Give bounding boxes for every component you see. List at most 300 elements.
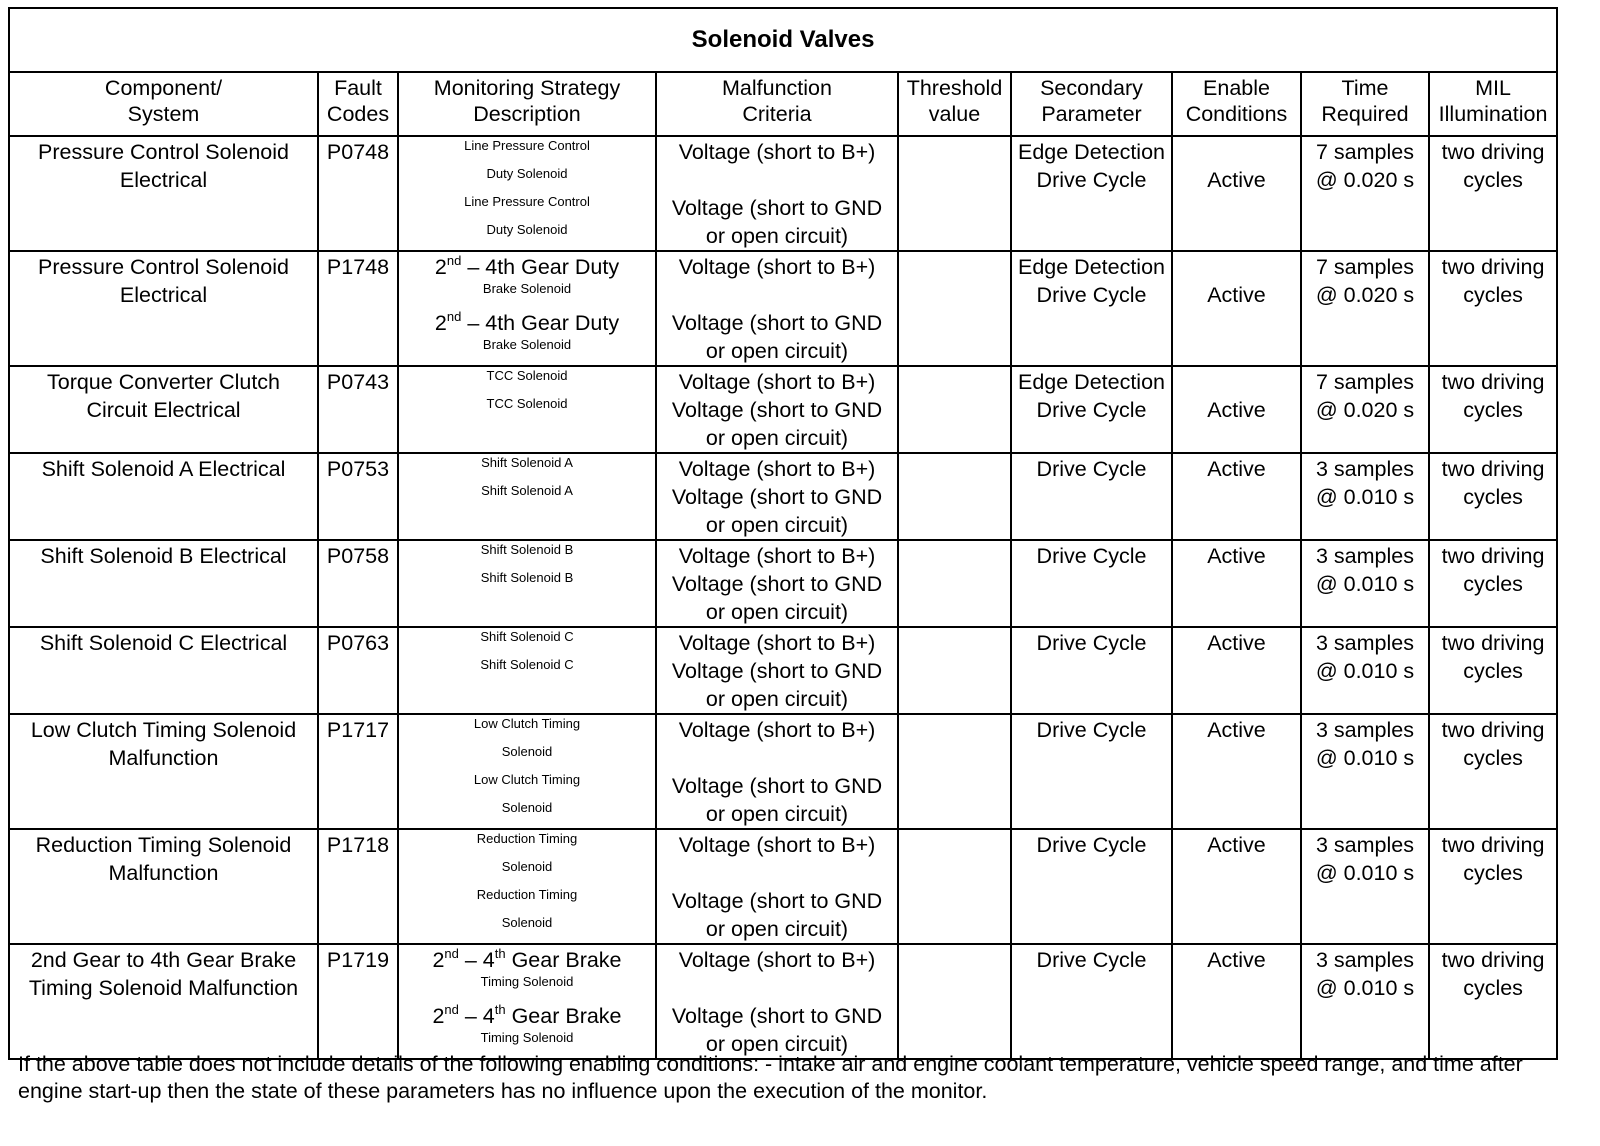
cell-line: P1717 [326,718,390,742]
column-header-line: Criteria [742,102,812,126]
cell-line: @ 0.010 s [1315,659,1415,683]
component-cell [9,714,318,829]
ordinal-suffix: Solenoid [501,859,553,874]
criteria-cell [656,829,898,944]
cell-line: Shift Solenoid B Electrical [40,544,287,568]
ordinal-suffix: Low Clutch Timing [473,772,581,787]
cell-line: Voltage (short to GND [671,196,883,220]
mil-illumination-cell [1429,453,1557,540]
ordinal-suffix: Brake Solenoid [482,281,572,296]
cell-line: two driving [1441,718,1545,742]
cell-line: 3 samples [1316,544,1414,568]
cell-line: 7 samples [1316,140,1414,164]
cell-line: cycles [1463,168,1523,192]
cell-line: @ 0.010 s [1315,861,1415,885]
component-cell [9,627,318,714]
description-cell [398,251,656,366]
table-row [9,714,1557,829]
cell-line: Drive Cycle [1036,457,1147,481]
column-header-row [9,72,1557,136]
column-header-malfunction-criteria [656,72,898,136]
line-gap [657,166,897,194]
description-line [399,657,655,685]
cell-line: two driving [1441,833,1545,857]
column-header-line: Parameter [1041,102,1142,126]
ordinal-suffix: Reduction Timing [476,831,578,846]
cell-line: Voltage (short to GND [671,889,883,913]
fault-code-cell [318,366,398,453]
column-header-line: Time [1341,76,1389,100]
cell-line: cycles [1463,572,1523,596]
cell-line: Edge Detection [1017,255,1165,279]
cell-line: Voltage (short to GND [671,774,883,798]
cell-line: Reduction Timing Solenoid [35,833,292,857]
table-row [9,453,1557,540]
cell-line: Voltage (short to GND [671,659,883,683]
cell-line: Shift Solenoid C Electrical [39,631,288,655]
criteria-cell [656,366,898,453]
description-line [399,166,655,194]
table-row [9,366,1557,453]
table-row [9,944,1557,1059]
criteria-cell [656,251,898,366]
cell-line: cycles [1463,659,1523,683]
description-text: 2 [434,255,447,279]
cell-line: @ 0.010 s [1315,746,1415,770]
column-header-line: MIL [1475,76,1511,100]
secondary-parameter-cell [1011,829,1172,944]
description-text: – 4 [458,1004,495,1028]
ordinal-suffix: Solenoid [501,744,553,759]
threshold-cell [898,251,1011,366]
ordinal-suffix: Low Clutch Timing [473,716,581,731]
ordinal-suffix: Shift Solenoid C [480,657,574,672]
description-cell [398,136,656,251]
line-gap [1173,253,1300,281]
cell-line: Active [1207,544,1266,568]
line-gap [657,974,897,1002]
cell-line: Drive Cycle [1036,168,1147,192]
cell-line: @ 0.020 s [1315,398,1415,422]
table-row [9,627,1557,714]
description-cell [398,627,656,714]
threshold-cell [898,136,1011,251]
cell-line: Active [1207,631,1266,655]
cell-line: @ 0.020 s [1315,283,1415,307]
criteria-cell [656,944,898,1059]
line-gap [657,859,897,887]
cell-line: Malfunction [108,861,219,885]
mil-illumination-cell [1429,540,1557,627]
line-gap [1173,138,1300,166]
fault-code-cell [318,540,398,627]
table-row [9,251,1557,366]
cell-line: Voltage (short to B+) [678,718,876,742]
mil-illumination-cell [1429,251,1557,366]
column-header-line: Malfunction [722,76,832,100]
ordinal-suffix: th [494,1002,506,1017]
mil-illumination-cell [1429,714,1557,829]
ordinal-suffix: Solenoid [501,800,553,815]
ordinal-suffix: Line Pressure Control [464,138,590,153]
time-required-cell [1301,627,1429,714]
mil-illumination-cell [1429,136,1557,251]
cell-line: or open circuit) [705,513,849,537]
enable-conditions-cell [1172,540,1301,627]
description-line [399,253,655,281]
column-header-secondary-parameter [1011,72,1172,136]
line-gap [1173,368,1300,396]
description-cell [398,540,656,627]
cell-line: Low Clutch Timing Solenoid [30,718,297,742]
ordinal-suffix: TCC Solenoid [486,368,568,383]
cell-line: Drive Cycle [1036,398,1147,422]
cell-line: cycles [1463,861,1523,885]
description-text: 2 [432,1004,445,1028]
line-gap [657,744,897,772]
cell-line: Voltage (short to B+) [678,140,876,164]
column-header-line: Conditions [1185,102,1288,126]
description-line [399,337,655,365]
description-cell [398,944,656,1059]
component-cell [9,453,318,540]
ordinal-suffix: Timing Solenoid [480,974,574,989]
cell-line: Malfunction [108,746,219,770]
cell-line: 2nd Gear to 4th Gear Brake [30,948,297,972]
column-header-threshold-value [898,72,1011,136]
mil-illumination-cell [1429,829,1557,944]
cell-line: Active [1207,833,1266,857]
cell-line: @ 0.020 s [1315,168,1415,192]
cell-line: Active [1207,398,1266,422]
threshold-cell [898,540,1011,627]
column-header-line: Enable [1203,76,1270,100]
column-header-line: Description [473,102,581,126]
description-line [399,542,655,570]
cell-line: 7 samples [1316,370,1414,394]
column-header-line: Fault [334,76,382,100]
cell-line: 3 samples [1316,718,1414,742]
cell-line: Voltage (short to GND [671,572,883,596]
description-line [399,859,655,887]
cell-line: Drive Cycle [1036,948,1147,972]
cell-line: or open circuit) [705,1032,849,1056]
cell-line: Active [1207,718,1266,742]
cell-line: Drive Cycle [1036,631,1147,655]
secondary-parameter-cell [1011,136,1172,251]
cell-line: cycles [1463,976,1523,1000]
description-line [399,716,655,744]
column-header-mil-illumination [1429,72,1557,136]
ordinal-suffix: Brake Solenoid [482,337,572,352]
ordinal-suffix: Solenoid [501,915,553,930]
cell-line: Electrical [119,283,208,307]
ordinal-suffix: Shift Solenoid A [481,483,573,498]
column-header-enable-conditions [1172,72,1301,136]
cell-line: or open circuit) [705,802,849,826]
secondary-parameter-cell [1011,453,1172,540]
enable-conditions-cell [1172,627,1301,714]
cell-line: Drive Cycle [1036,833,1147,857]
ordinal-suffix: TCC Solenoid [486,396,568,411]
ordinal-suffix: Line Pressure Control [464,194,590,209]
cell-line: Drive Cycle [1036,718,1147,742]
time-required-cell [1301,251,1429,366]
description-line [399,570,655,598]
description-line [399,138,655,166]
description-line [399,887,655,915]
table-body [9,136,1557,1059]
cell-line: two driving [1441,140,1545,164]
secondary-parameter-cell [1011,251,1172,366]
component-cell [9,944,318,1059]
cell-line: Voltage (short to B+) [678,370,876,394]
description-line [399,309,655,337]
cell-line: Voltage (short to GND [671,398,883,422]
cell-line: Electrical [119,168,208,192]
column-header-line: Illumination [1438,102,1548,126]
threshold-cell [898,944,1011,1059]
column-header-line: Required [1321,102,1409,126]
mil-illumination-cell [1429,627,1557,714]
cell-line: Circuit Electrical [86,398,241,422]
cell-line: P1748 [326,255,390,279]
secondary-parameter-cell [1011,944,1172,1059]
component-cell [9,136,318,251]
cell-line: two driving [1441,544,1545,568]
cell-line: @ 0.010 s [1315,485,1415,509]
enable-conditions-cell [1172,714,1301,829]
component-cell [9,540,318,627]
component-cell [9,366,318,453]
time-required-cell [1301,453,1429,540]
description-text: Gear Brake [505,948,622,972]
footnote: If the above table does not include details of the following enabling conditions: - intake air and engine coolant temperature, vehicle speed range, and time after engine start-up then the state of these parameters has no influence upon the execution of the monitor. [18,1052,1523,1103]
cell-line: 3 samples [1316,833,1414,857]
cell-line: two driving [1441,948,1545,972]
description-line [399,368,655,396]
cell-line: Torque Converter Clutch [46,370,281,394]
threshold-cell [898,453,1011,540]
cell-line: Active [1207,457,1266,481]
cell-line: or open circuit) [705,339,849,363]
description-line [399,222,655,250]
description-text: – 4th Gear Duty [461,255,620,279]
cell-line: Active [1207,948,1266,972]
cell-line: or open circuit) [705,224,849,248]
cell-line: Voltage (short to B+) [678,948,876,972]
cell-line: Timing Solenoid Malfunction [28,976,299,1000]
cell-line: or open circuit) [705,687,849,711]
description-line [399,831,655,859]
cell-line: or open circuit) [705,600,849,624]
ordinal-suffix: Shift Solenoid C [480,629,574,644]
cell-line: Active [1207,283,1266,307]
description-line [399,974,655,1002]
description-line [399,281,655,309]
cell-line: 3 samples [1316,457,1414,481]
ordinal-suffix: Shift Solenoid A [481,455,573,470]
fault-code-cell [318,829,398,944]
description-text: 2 [434,311,447,335]
description-text: – 4 [458,948,495,972]
cell-line: cycles [1463,283,1523,307]
threshold-cell [898,366,1011,453]
fault-code-cell [318,714,398,829]
cell-line: P0758 [326,544,390,568]
column-header-line: Monitoring Strategy [433,76,621,100]
enable-conditions-cell [1172,944,1301,1059]
description-cell [398,453,656,540]
component-cell [9,829,318,944]
cell-line: Active [1207,168,1266,192]
secondary-parameter-cell [1011,366,1172,453]
ordinal-suffix: Duty Solenoid [486,222,568,237]
column-header-line: Component/ [104,76,223,100]
column-header-fault-codes [318,72,398,136]
column-header-line: Secondary [1040,76,1143,100]
description-text: – 4th Gear Duty [461,311,620,335]
cell-line: 3 samples [1316,948,1414,972]
fault-code-cell [318,944,398,1059]
cell-line: two driving [1441,631,1545,655]
ordinal-suffix: Shift Solenoid B [480,542,574,557]
column-header-line: value [928,102,981,126]
cell-line: two driving [1441,457,1545,481]
ordinal-suffix: nd [444,1002,459,1017]
cell-line: cycles [1463,398,1523,422]
cell-line: Drive Cycle [1036,283,1147,307]
cell-line: Edge Detection [1017,140,1165,164]
description-text: Gear Brake [505,1004,622,1028]
secondary-parameter-cell [1011,714,1172,829]
threshold-cell [898,714,1011,829]
column-header-line: System [127,102,200,126]
threshold-cell [898,829,1011,944]
time-required-cell [1301,136,1429,251]
fault-code-cell [318,453,398,540]
description-line [399,629,655,657]
table-row [9,540,1557,627]
fault-code-cell [318,627,398,714]
description-cell [398,366,656,453]
cell-line: P0743 [326,370,390,394]
cell-line: Drive Cycle [1036,544,1147,568]
mil-illumination-cell [1429,944,1557,1059]
description-text: 2 [432,948,445,972]
column-header-time-required [1301,72,1429,136]
fault-code-cell [318,136,398,251]
secondary-parameter-cell [1011,627,1172,714]
cell-line: two driving [1441,370,1545,394]
ordinal-suffix: nd [446,309,462,324]
cell-line: Shift Solenoid A Electrical [41,457,286,481]
criteria-cell [656,540,898,627]
cell-line: Pressure Control Solenoid [38,255,289,279]
time-required-cell [1301,540,1429,627]
ordinal-suffix: Timing Solenoid [480,1030,574,1045]
cell-line: 3 samples [1316,631,1414,655]
cell-line: 7 samples [1316,255,1414,279]
time-required-cell [1301,829,1429,944]
ordinal-suffix: Duty Solenoid [486,166,568,181]
cell-line: Voltage (short to GND [671,311,883,335]
description-line [399,772,655,800]
description-cell [398,829,656,944]
description-cell [398,714,656,829]
document-page [8,7,1556,1103]
cell-line: P1719 [326,948,390,972]
cell-line: @ 0.010 s [1315,976,1415,1000]
cell-line: @ 0.010 s [1315,572,1415,596]
cell-line: or open circuit) [705,917,849,941]
cell-line: cycles [1463,746,1523,770]
cell-line: two driving [1441,255,1545,279]
criteria-cell [656,453,898,540]
description-line [399,455,655,483]
cell-line: Voltage (short to GND [671,1004,883,1028]
cell-line: P1718 [326,833,390,857]
fault-code-cell [318,251,398,366]
cell-line: or open circuit) [705,426,849,450]
threshold-cell [898,627,1011,714]
description-line [399,396,655,424]
criteria-cell [656,627,898,714]
time-required-cell [1301,714,1429,829]
cell-line: Voltage (short to B+) [678,631,876,655]
column-header-component [9,72,318,136]
enable-conditions-cell [1172,366,1301,453]
table-row [9,829,1557,944]
table-row [9,136,1557,251]
description-line [399,800,655,828]
cell-line: Edge Detection [1017,370,1165,394]
solenoid-valves-table [8,7,1558,1060]
cell-line: Voltage (short to B+) [678,255,876,279]
column-header-line: Codes [326,102,390,126]
criteria-cell [656,136,898,251]
enable-conditions-cell [1172,251,1301,366]
cell-line: Voltage (short to GND [671,485,883,509]
component-cell [9,251,318,366]
cell-line: P0748 [326,140,390,164]
cell-line: Voltage (short to B+) [678,544,876,568]
cell-line: Voltage (short to B+) [678,457,876,481]
cell-line: Pressure Control Solenoid [38,140,289,164]
enable-conditions-cell [1172,136,1301,251]
cell-line: P0753 [326,457,390,481]
enable-conditions-cell [1172,829,1301,944]
cell-line: Voltage (short to B+) [678,833,876,857]
cell-line: P0763 [326,631,390,655]
description-line [399,1002,655,1030]
mil-illumination-cell [1429,366,1557,453]
description-line [399,483,655,511]
description-line [399,744,655,772]
time-required-cell [1301,366,1429,453]
criteria-cell [656,714,898,829]
column-header-monitoring-strategy [398,72,656,136]
ordinal-suffix: nd [446,253,462,268]
secondary-parameter-cell [1011,540,1172,627]
description-line [399,194,655,222]
table-title: Solenoid Valves [9,8,1557,72]
line-gap [657,281,897,309]
description-line [399,915,655,943]
column-header-line: Threshold [906,76,1003,100]
enable-conditions-cell [1172,453,1301,540]
ordinal-suffix: Reduction Timing [476,887,578,902]
